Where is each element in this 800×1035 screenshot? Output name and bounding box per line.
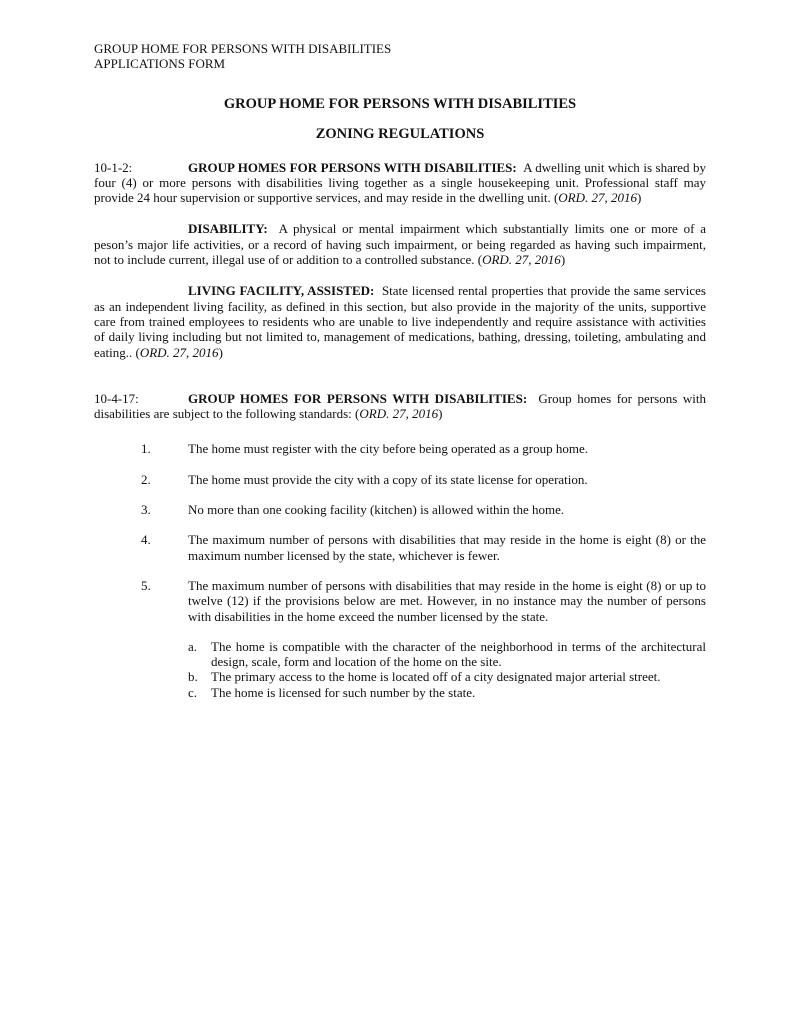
header-line-1: GROUP HOME FOR PERSONS WITH DISABILITIES [94, 41, 392, 56]
list-item: 2. The home must provide the city with a copy of its state license for operation. [141, 471, 588, 487]
document-title: GROUP HOME FOR PERSONS WITH DISABILITIES [223, 96, 577, 112]
ordinance-ref: ORD. 27, 2016 [482, 252, 561, 268]
section-code: 10-4-17: [94, 390, 139, 406]
section-term: GROUP HOMES FOR PERSONS WITH DISABILITIES: [188, 159, 517, 175]
ordinance-ref: ORD. 27, 2016 [359, 406, 439, 422]
definition-term: LIVING FACILITY, ASSISTED: [188, 283, 375, 299]
running-header [94, 41, 706, 71]
section-10-1-2: 10-1-2: GROUP HOMES FOR PERSONS WITH DISABILITIES: A dwelling unit which is shared by four (4) or more persons with disabilities living together as a single housekeeping unit. Professional staff may provide 24 hour supervision or supportive services, and may reside in the dwelling unit. (ORD. 27, 2016) [94, 159, 706, 206]
document-subtitle: ZONING REGULATIONS [315, 126, 485, 143]
ordinance-ref: ORD. 27, 2016 [558, 190, 638, 206]
section-10-4-17: 10-4-17: GROUP HOMES FOR PERSONS WITH DISABILITIES: Group homes for persons with disabilities are subject to the following standards: (ORD. 27, 2016) [94, 390, 706, 422]
section-term: GROUP HOMES FOR PERSONS WITH DISABILITIES: [188, 390, 528, 406]
sub-list-item: a. The home is compatible with the character of the neighborhood in terms of the architectural design, scale, form and location of the home on the site. [188, 638, 706, 670]
section-code: 10-1-2: [94, 159, 133, 175]
definition-disability: DISABILITY: A physical or mental impairment which substantially limits one or more of a peson’s major life activities, or a record of having such impairment, or being regarded as having such impairment, not to include current, illegal use of or addition to a controlled substance. (ORD. 27, 2016) [94, 221, 706, 268]
provisions-list [188, 639, 706, 700]
list-item: 5. The maximum number of persons with disabilities that may reside in the home is eight (8) or up to twelve (12) if the provisions below are met. However, in no instance may the number of persons with disabilities in the home exceed the number licensed by the state. a. The home is compatible with the character of the neighborhood in terms of the architectural design, scale, form and location of the home on the site. b. The primary access to the home is located off of a city designated major arterial street. c. The home is licensed for such number by the state. [141, 577, 706, 700]
document-page [94, 41, 706, 715]
standards-list [94, 441, 706, 700]
ordinance-ref: ORD. 27, 2016 [139, 344, 219, 360]
sub-list-item: c. The home is licensed for such number by the state. [188, 684, 476, 700]
list-item: 1. The home must register with the city before being operated as a group home. [141, 441, 588, 457]
list-item: 3. No more than one cooking facility (kitchen) is allowed within the home. [141, 502, 565, 518]
header-line-2: APPLICATIONS FORM [94, 56, 226, 71]
list-item: 4. The maximum number of persons with disabilities that may reside in the home is eight (8) or the maximum number licensed by the state, whichever is fewer. [141, 532, 706, 563]
definition-term: DISABILITY: [188, 221, 268, 237]
definition-living-facility: LIVING FACILITY, ASSISTED: State licensed rental properties that provide the same services as an independent living facility, as defined in this section, but also provide in the majority of the units, supportive care from trained employees to residents who are unable to live independently and require assistance with activities of daily living including but not limited to, management of medications, bathing, dressing, toileting, ambulating and eating.. (ORD. 27, 2016) [94, 283, 706, 360]
sub-list-item: b. The primary access to the home is located off of a city designated major arterial street. [188, 669, 661, 685]
